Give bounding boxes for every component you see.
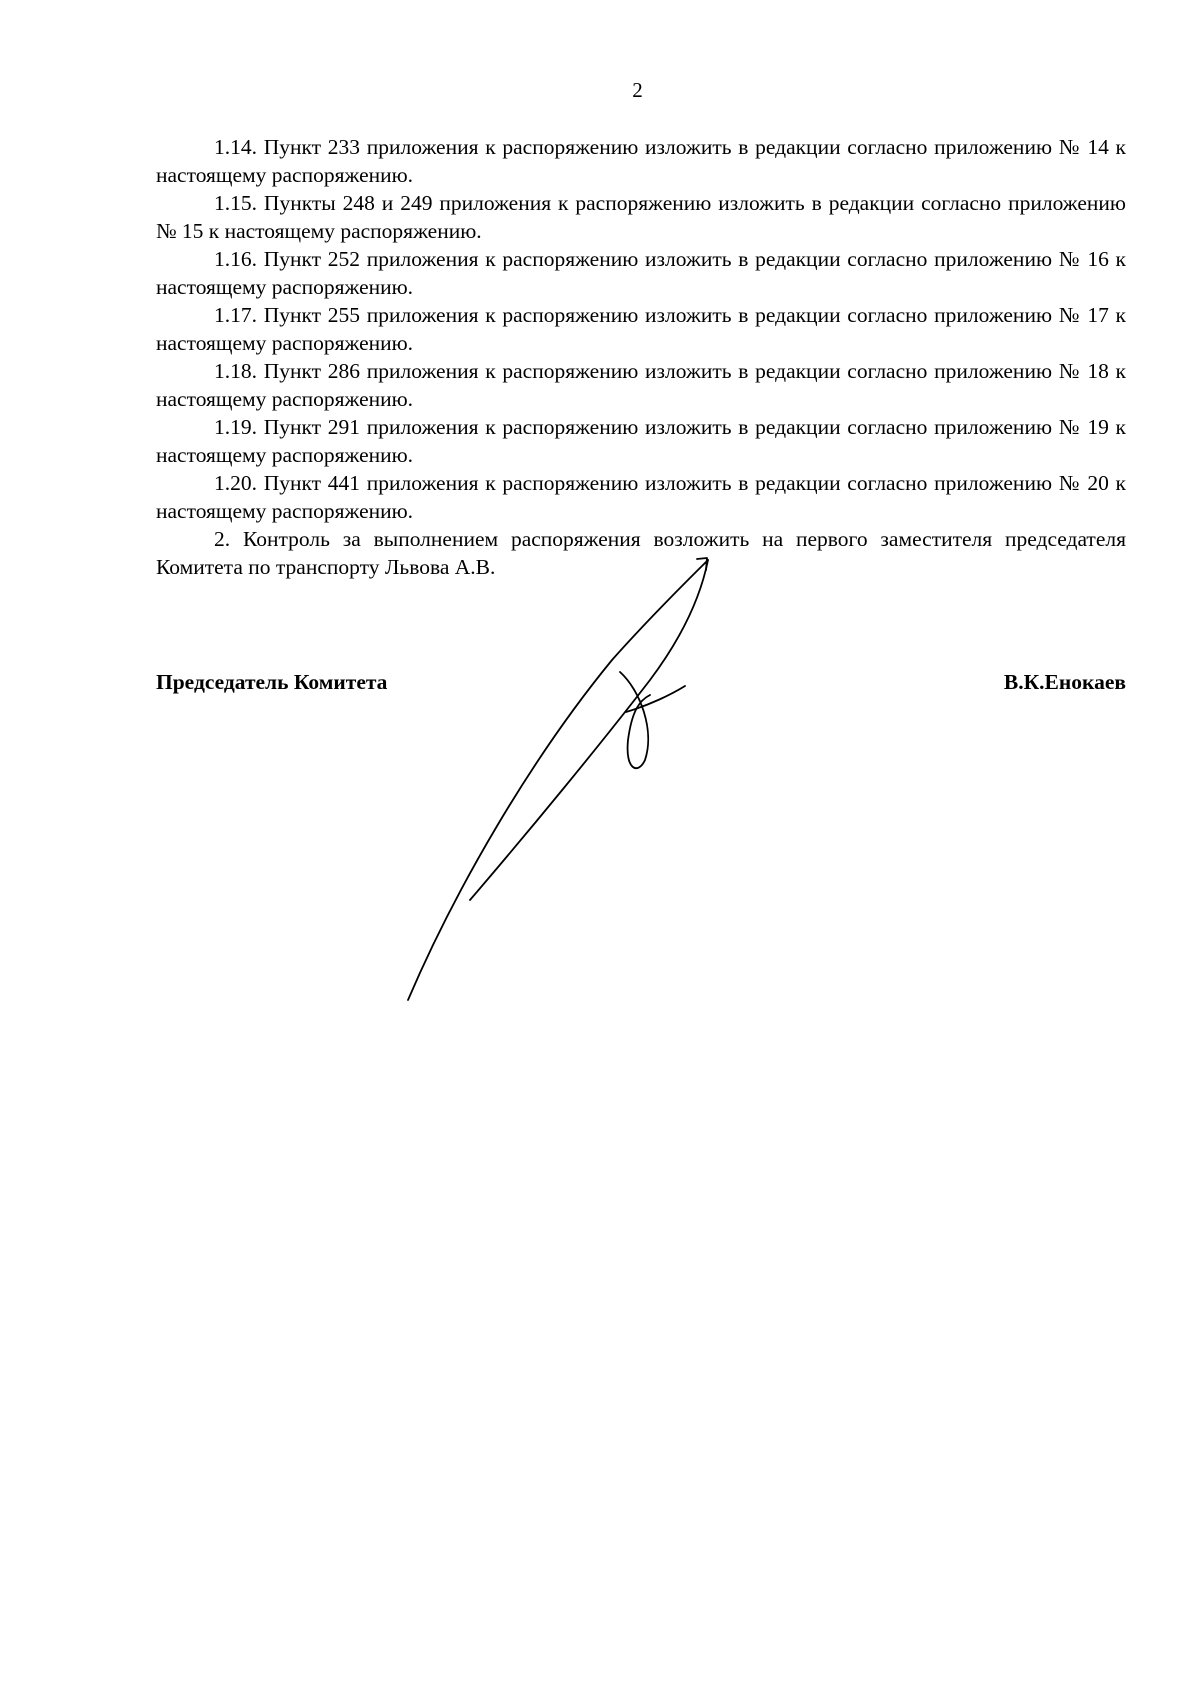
paragraph-1-19: 1.19. Пункт 291 приложения к распоряжению изложить в редакции согласно приложению № 19 к настоящему распоряжению. xyxy=(156,415,1126,467)
page-number: 2 xyxy=(632,78,643,102)
signatory-name: В.К.Енокаев xyxy=(1003,670,1126,694)
paragraph-1-14: 1.14. Пункт 233 приложения к распоряжению изложить в редакции согласно приложению № 14 к настоящему распоряжению. xyxy=(156,135,1126,187)
paragraph-1-17: 1.17. Пункт 255 приложения к распоряжению изложить в редакции согласно приложению № 17 к настоящему распоряжению. xyxy=(156,303,1126,355)
signatory-position: Председатель Комитета xyxy=(156,670,388,694)
document-body xyxy=(156,133,1126,581)
paragraph-2: 2. Контроль за выполнением распоряжения возложить на первого заместителя председателя Комитета по транспорту Львова А.В. xyxy=(156,527,1126,579)
paragraph-1-18: 1.18. Пункт 286 приложения к распоряжению изложить в редакции согласно приложению № 18 к настоящему распоряжению. xyxy=(156,359,1126,411)
paragraph-1-20: 1.20. Пункт 441 приложения к распоряжению изложить в редакции согласно приложению № 20 к настоящему распоряжению. xyxy=(156,471,1126,523)
paragraph-1-15: 1.15. Пункты 248 и 249 приложения к распоряжению изложить в редакции согласно приложению № 15 к настоящему распоряжению. xyxy=(156,191,1126,243)
paragraph-1-16: 1.16. Пункт 252 приложения к распоряжению изложить в редакции согласно приложению № 16 к настоящему распоряжению. xyxy=(156,247,1126,299)
